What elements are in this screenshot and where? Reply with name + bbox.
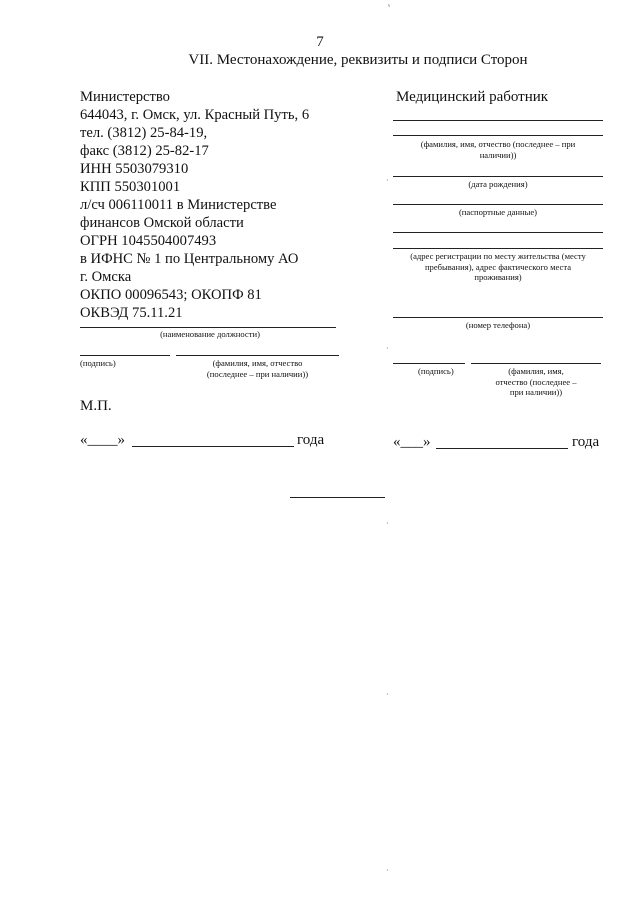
passport-line	[393, 204, 603, 205]
left-fio-caption-line: (фамилия, имя, отчество	[212, 358, 303, 368]
requisite-line: л/сч 006110011 в Министерстве	[80, 197, 277, 213]
requisite-line: ИНН 5503079310	[80, 161, 189, 177]
section-heading: VII. Местонахождение, реквизиты и подписи Сторон	[188, 52, 528, 68]
left-fio-line	[176, 355, 339, 356]
right-fio-caption	[393, 139, 603, 160]
left-fio-caption-line: (последнее – при наличии))	[206, 368, 309, 379]
requisite-line: в ИФНС № 1 по Центральному АО	[80, 251, 299, 267]
address-line-1	[393, 232, 603, 233]
right-fio-caption-line: (фамилия, имя, отчество (последнее – при	[420, 139, 576, 149]
position-line	[80, 327, 336, 328]
left-date-year: года	[297, 432, 325, 448]
address-caption	[393, 251, 603, 283]
closing-separator	[290, 497, 385, 498]
right-fio-caption-line: наличии))	[479, 149, 517, 160]
right-date-year: года	[572, 434, 600, 450]
left-date-open: «____»	[80, 432, 125, 448]
address-caption-line: проживания)	[474, 272, 522, 282]
right-date-open: «___»	[393, 434, 431, 450]
ministry-requisites	[80, 88, 360, 322]
right-fio2-caption-line: отчество (последнее –	[495, 376, 577, 387]
scan-mark: ·	[386, 866, 389, 875]
scan-mark: ·	[386, 176, 389, 185]
requisite-line: ОКПО 00096543; ОКОПФ 81	[80, 287, 262, 303]
right-signature-line	[393, 363, 465, 364]
left-signature-line	[80, 355, 170, 356]
requisite-line: финансов Омской области	[80, 215, 244, 231]
scan-mark: ᵛ	[388, 2, 391, 11]
right-fio-line-1	[393, 120, 603, 121]
requisite-line: г. Омска	[80, 269, 132, 285]
address-caption-line: пребывания), адрес фактического места	[424, 261, 572, 272]
right-signature-caption: (подпись)	[418, 366, 454, 376]
address-caption-line: (адрес регистрации по месту жительства (месту	[410, 251, 586, 261]
page-number: 7	[316, 34, 324, 50]
right-fio-line-2	[393, 135, 603, 136]
requisite-line: Министерство	[80, 89, 170, 105]
birth-date-caption: (дата рождения)	[468, 179, 528, 189]
phone-line	[393, 317, 603, 318]
scan-mark: ·	[386, 519, 389, 528]
birth-date-line	[393, 176, 603, 177]
left-signature-caption: (подпись)	[80, 358, 116, 368]
right-fio2-caption-line: (фамилия, имя,	[508, 366, 564, 376]
right-fio2-caption	[470, 366, 602, 398]
requisite-line: ОКВЭД 75.11.21	[80, 305, 183, 321]
right-fio2-line	[471, 363, 601, 364]
requisite-line: КПП 550301001	[80, 179, 181, 195]
requisite-line: факс (3812) 25-82-17	[80, 143, 209, 159]
address-line-2	[393, 248, 603, 249]
requisite-line: тел. (3812) 25-84-19,	[80, 125, 208, 141]
passport-caption: (паспортные данные)	[458, 207, 538, 217]
right-fio2-caption-line: при наличии))	[509, 387, 563, 397]
position-caption: (наименование должности)	[160, 329, 260, 339]
requisite-line: 644043, г. Омск, ул. Красный Путь, 6	[80, 107, 310, 123]
phone-caption: (номер телефона)	[465, 320, 531, 330]
left-fio-caption	[180, 358, 335, 379]
right-date-line	[436, 448, 568, 449]
scan-mark: ·	[386, 344, 389, 353]
scan-mark: ·	[386, 690, 389, 699]
stamp-place: М.П.	[80, 398, 112, 414]
requisite-line: ОГРН 1045504007493	[80, 233, 217, 249]
left-date-line	[132, 446, 294, 447]
medical-worker-title: Медицинский работник	[396, 89, 549, 105]
